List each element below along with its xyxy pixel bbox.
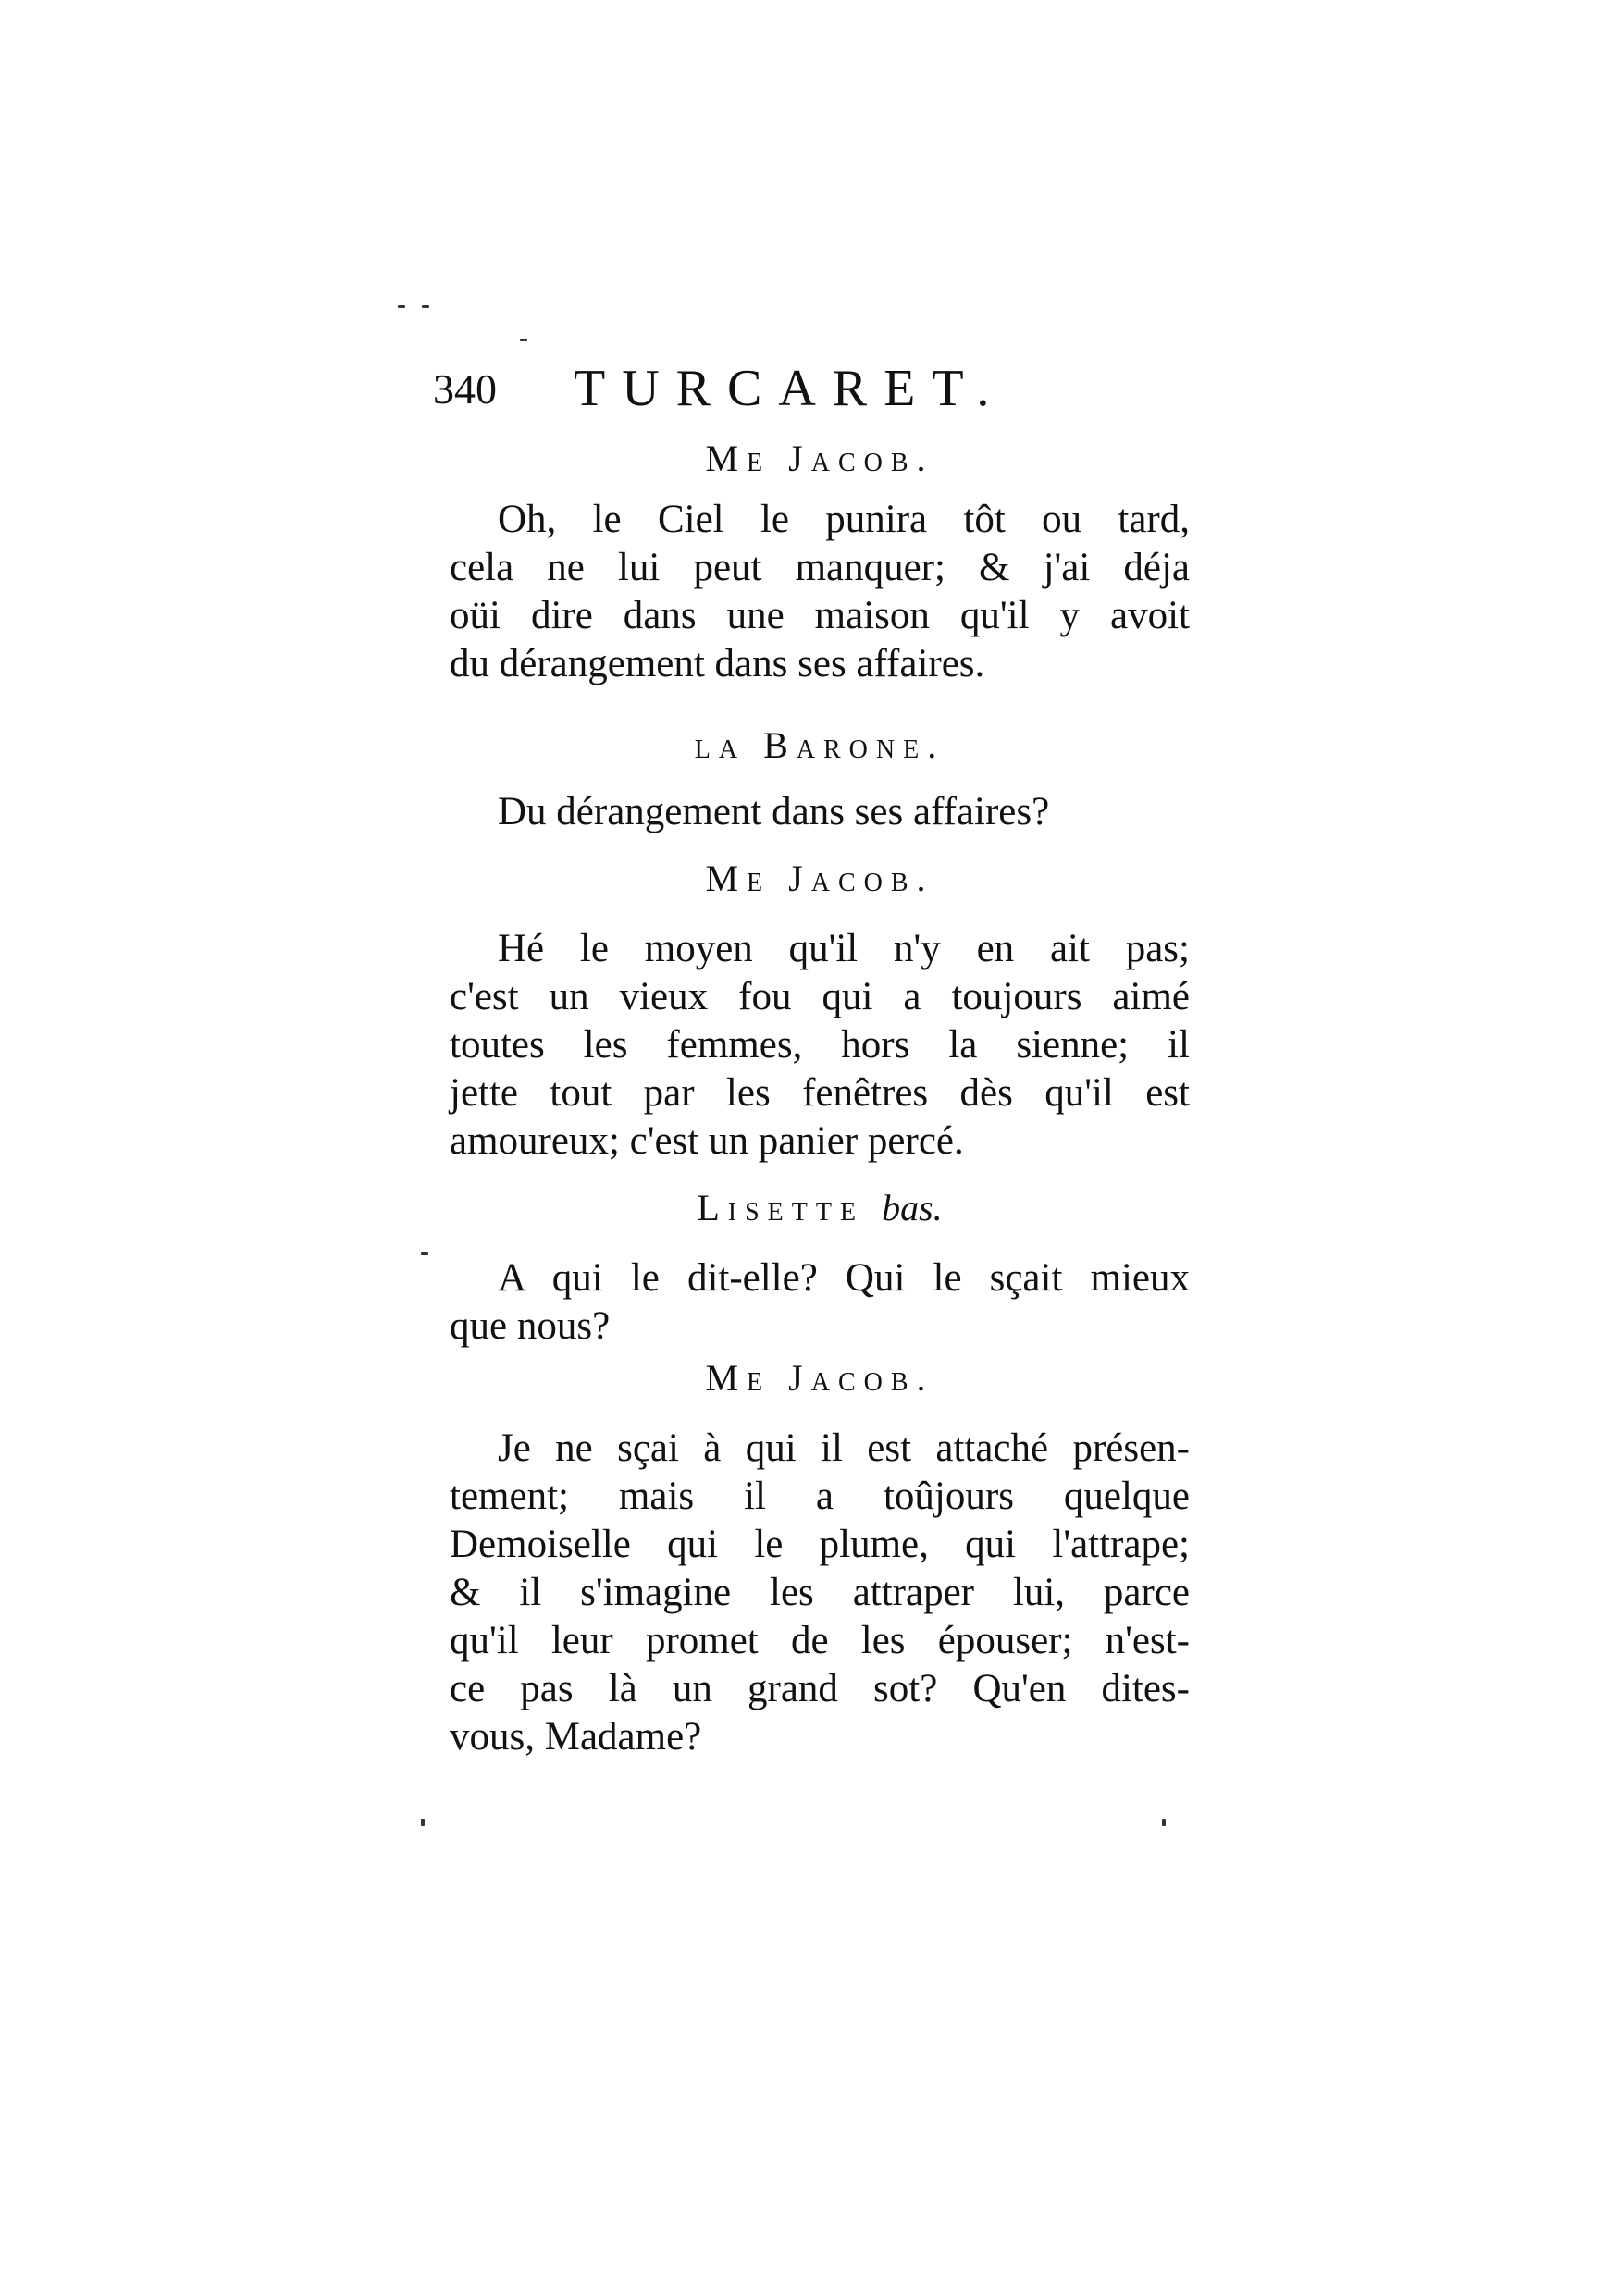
speech-text: [450, 496, 1190, 688]
speech-text: [450, 1425, 1190, 1761]
speaker-name: [450, 1351, 1190, 1406]
speech-line: cela ne lui peut manquer; & j'ai déja: [450, 546, 1190, 589]
speech-line: Hé le moyen qu'il n'y en ait pas;: [498, 927, 1190, 970]
speech-line: ce pas là un grand sot? Qu'en dites-: [450, 1667, 1190, 1710]
scan-speck: [422, 305, 429, 308]
speech-text: [450, 1254, 1190, 1351]
dialogue-block-5: [450, 1351, 1190, 1761]
speaker-name: [450, 431, 1190, 487]
running-title: TURCARET.: [574, 360, 1007, 417]
speech-line: Oh, le Ciel le punira tôt ou tard,: [498, 498, 1190, 541]
stage-direction: bas.: [882, 1187, 943, 1228]
dialogue-block-3: [450, 851, 1190, 1166]
scan-speck: [421, 1819, 425, 1826]
speech-line: Je ne sçai à qui il est attaché présen-: [498, 1426, 1190, 1470]
speech-line: jette tout par les fenêtres dès qu'il est: [450, 1071, 1190, 1115]
speech-line: que nous?: [450, 1304, 611, 1348]
speech-text: [450, 788, 1190, 836]
speech-line: vous, Madame?: [450, 1715, 702, 1759]
speaker-label: Lisette: [697, 1187, 865, 1228]
scan-speck: [398, 305, 405, 308]
speech-line: Du dérangement dans ses affaires?: [498, 790, 1050, 833]
page-number: 340: [433, 365, 497, 413]
speaker-label: Me Jacob.: [705, 438, 934, 479]
speaker-label: la Barone.: [694, 724, 945, 766]
speech-line: A qui le dit-elle? Qui le sçait mieux: [498, 1256, 1190, 1300]
speaker-name: [450, 1180, 1190, 1236]
speech-line: du dérangement dans ses affaires.: [450, 642, 985, 685]
scan-speck: [1162, 1819, 1166, 1826]
speech-text: [450, 925, 1190, 1166]
speech-line: Demoiselle qui le plume, qui l'attrape;: [450, 1523, 1190, 1566]
speech-line: amoureux; c'est un panier percé.: [450, 1119, 964, 1163]
dialogue-block-4: [450, 1180, 1190, 1351]
speech-line: & il s'imagine les attraper lui, parce: [450, 1571, 1190, 1614]
dialogue-block-2: [450, 718, 1190, 836]
speech-line: toutes les femmes, hors la sienne; il: [450, 1023, 1190, 1067]
scan-speck: [421, 1252, 428, 1255]
scan-speck: [520, 339, 527, 341]
speech-line: oüi dire dans une maison qu'il y avoit: [450, 594, 1190, 637]
speech-line: tement; mais il a toûjours quelque: [450, 1475, 1190, 1518]
speaker-label: Me Jacob.: [705, 858, 934, 899]
running-head: [433, 359, 1034, 433]
speech-line: c'est un vieux fou qui a toujours aimé: [450, 975, 1190, 1018]
speaker-name: [450, 718, 1190, 773]
speaker-name: [450, 851, 1190, 907]
speaker-label: Me Jacob.: [705, 1357, 934, 1399]
speech-line: qu'il leur promet de les épouser; n'est-: [450, 1619, 1190, 1662]
dialogue-block-1: [450, 431, 1190, 688]
